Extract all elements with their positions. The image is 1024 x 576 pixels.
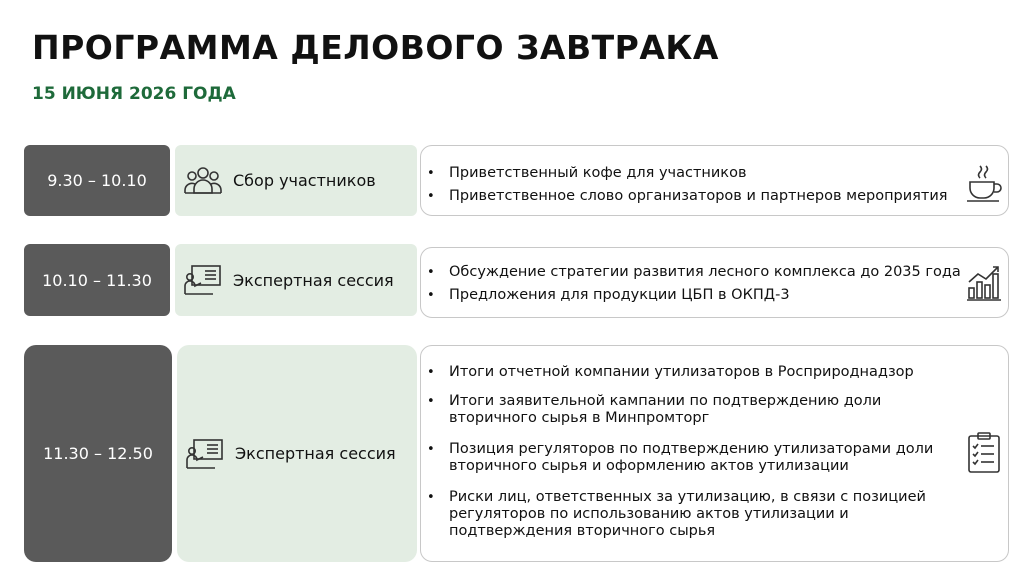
list-item: • Итоги заявительной кампании по подтверждению доли вторичного сырья в Минпромторг xyxy=(421,393,933,427)
list-item: • Приветственный кофе для участников xyxy=(421,165,948,182)
details-panel-1 xyxy=(420,145,1009,216)
checklist-clipboard-icon xyxy=(965,430,1003,476)
list-item: • Предложения для продукции ЦБП в ОКПД-3 xyxy=(421,287,961,304)
presentation-board-icon xyxy=(183,263,223,297)
details-panel-3 xyxy=(420,345,1009,562)
list-item: • Приветственное слово организаторов и партнеров мероприятия xyxy=(421,188,948,205)
presentation-board-icon xyxy=(185,437,225,471)
time-slot-2: 10.10 – 11.30 xyxy=(24,244,170,316)
time-slot-3: 11.30 – 12.50 xyxy=(24,345,172,562)
coffee-cup-icon xyxy=(965,162,1003,204)
details-panel-2 xyxy=(420,247,1009,318)
session-label-1: Сбор участников xyxy=(233,171,376,190)
session-block-1 xyxy=(175,145,417,216)
bar-chart-icon xyxy=(965,262,1003,304)
session-block-3 xyxy=(177,345,417,562)
event-date: 15 ИЮНЯ 2026 ГОДА xyxy=(32,84,236,104)
details-list-2 xyxy=(421,264,961,314)
time-slot-1: 9.30 – 10.10 xyxy=(24,145,170,216)
session-block-2 xyxy=(175,244,417,316)
session-label-3: Экспертная сессия xyxy=(235,444,396,463)
list-item: • Обсуждение стратегии развития лесного комплекса до 2035 года xyxy=(421,264,961,281)
people-group-icon xyxy=(183,164,223,198)
list-item: • Итоги отчетной компании утилизаторов в Росприроднадзор xyxy=(421,364,933,381)
list-item: • Позиция регуляторов по подтверждению утилизаторами доли вторичного сырья и оформлению актов утилизации xyxy=(421,441,933,475)
list-item: • Риски лиц, ответственных за утилизацию, в связи с позицией регуляторов по использованию актов утилизации и подтверждения вторичного сырья xyxy=(421,489,933,540)
details-list-1 xyxy=(421,165,948,215)
details-list-3 xyxy=(421,364,933,550)
page-title: ПРОГРАММА ДЕЛОВОГО ЗАВТРАКА xyxy=(32,28,719,67)
session-label-2: Экспертная сессия xyxy=(233,270,394,290)
